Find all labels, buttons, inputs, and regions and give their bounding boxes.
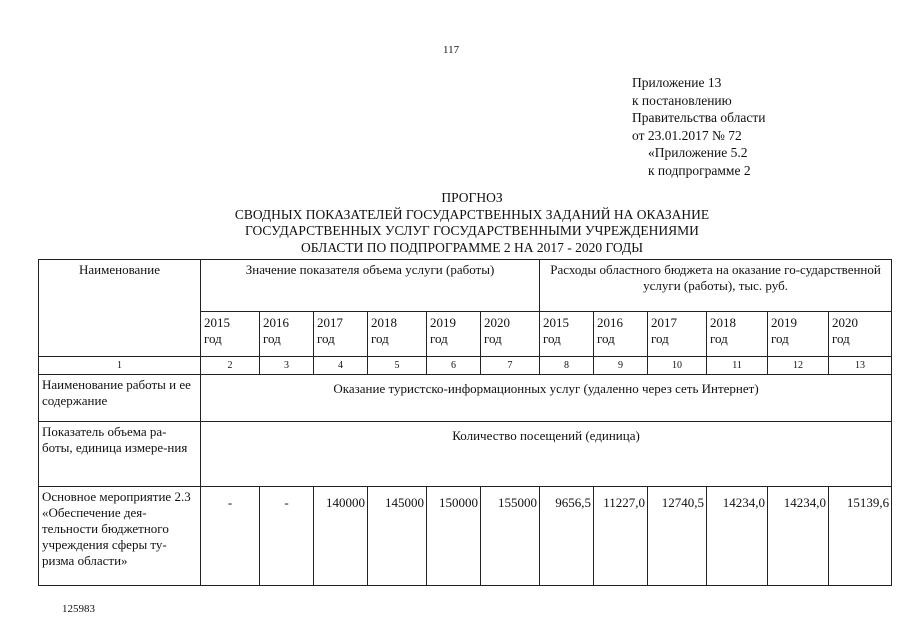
- column-number: 1: [39, 357, 201, 375]
- year-cell: 2019 год: [427, 312, 481, 357]
- column-number: 3: [260, 357, 314, 375]
- column-number: 12: [768, 357, 829, 375]
- header-expenses: Расходы областного бюджета на оказание го-сударственной услуги (работы), тыс. руб.: [540, 260, 892, 312]
- value-cell: -: [260, 487, 314, 586]
- value-cell: 140000: [314, 487, 368, 586]
- title-line: СВОДНЫХ ПОКАЗАТЕЛЕЙ ГОСУДАРСТВЕННЫХ ЗАДАНИЙ НА ОКАЗАНИЕ: [234, 206, 710, 222]
- column-number: 8: [540, 357, 594, 375]
- column-number: 7: [481, 357, 540, 375]
- year-cell: 2019 год: [768, 312, 829, 357]
- value-cell: 14234,0: [768, 487, 829, 586]
- title-line: ГОСУДАРСТВЕННЫХ УСЛУГ ГОСУДАРСТВЕННЫМИ УЧРЕЖДЕНИЯМИ: [245, 223, 699, 238]
- year-cell: 2016 год: [594, 312, 648, 357]
- appendix-line: от 23.01.2017 № 72: [632, 127, 742, 143]
- column-number: 4: [314, 357, 368, 375]
- column-number: 10: [648, 357, 707, 375]
- row-label-indicator: Показатель объема ра-боты, единица измере-ния: [39, 422, 201, 487]
- appendix-line: Приложение 13: [632, 75, 722, 90]
- title-line: ПРОГНОЗ: [441, 190, 503, 205]
- column-number: 9: [594, 357, 648, 375]
- column-number: 2: [201, 357, 260, 375]
- appendix-block: [632, 74, 765, 179]
- appendix-line: «Приложение 5.2: [648, 145, 748, 160]
- column-number: 5: [368, 357, 427, 375]
- value-cell: 14234,0: [707, 487, 768, 586]
- footer-code: 125983: [62, 603, 95, 615]
- header-volume: Значение показателя объема услуги (работы): [201, 260, 540, 312]
- year-cell: 2015 год: [201, 312, 260, 357]
- year-cell: 2016 год: [260, 312, 314, 357]
- value-cell: 11227,0: [594, 487, 648, 586]
- row-value-work: Оказание туристско-информационных услуг (удаленно через сеть Интернет): [201, 375, 892, 422]
- page-number: 117: [443, 44, 460, 56]
- document-title: [190, 190, 754, 256]
- value-cell: 9656,5: [540, 487, 594, 586]
- year-cell: 2018 год: [368, 312, 427, 357]
- forecast-table: [38, 259, 892, 586]
- column-number: 11: [707, 357, 768, 375]
- appendix-line: к постановлению: [632, 92, 732, 108]
- row-label-work: Наименование работы и ее содержание: [39, 375, 201, 422]
- column-number: 6: [427, 357, 481, 375]
- value-cell: 12740,5: [648, 487, 707, 586]
- title-line: ОБЛАСТИ ПО ПОДПРОГРАММЕ 2 НА 2017 - 2020 ГОДЫ: [301, 239, 643, 255]
- value-cell: 15139,6: [829, 487, 892, 586]
- value-cell: 155000: [481, 487, 540, 586]
- appendix-line: Правительства области: [632, 110, 766, 125]
- appendix-line: к подпрограмме 2: [648, 162, 751, 178]
- year-cell: 2018 год: [707, 312, 768, 357]
- header-name: Наименование: [39, 260, 201, 357]
- year-cell: 2017 год: [314, 312, 368, 357]
- row-label-activity: Основное мероприятие 2.3 «Обеспечение дея-тельности бюджетного учреждения сферы ту-ризма области»: [39, 487, 201, 586]
- year-cell: 2020 год: [481, 312, 540, 357]
- year-cell: 2017 год: [648, 312, 707, 357]
- value-cell: 150000: [427, 487, 481, 586]
- row-value-indicator: Количество посещений (единица): [201, 422, 892, 487]
- value-cell: -: [201, 487, 260, 586]
- year-cell: 2020 год: [829, 312, 892, 357]
- column-number: 13: [829, 357, 892, 375]
- year-cell: 2015 год: [540, 312, 594, 357]
- value-cell: 145000: [368, 487, 427, 586]
